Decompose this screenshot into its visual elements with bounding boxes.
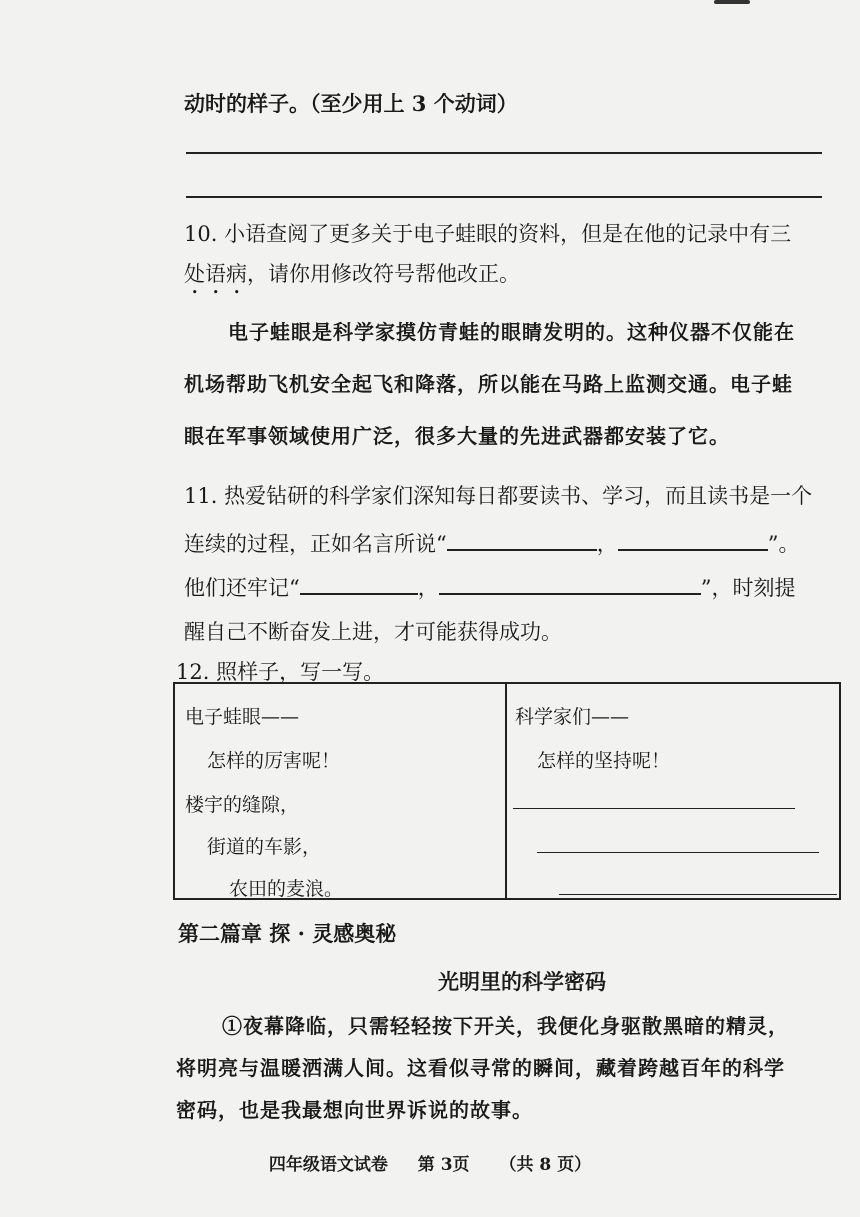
q11-line2-prefix: 连续的过程，正如名言所说“ bbox=[184, 532, 447, 556]
footer-subject: 四年级语文试卷 bbox=[268, 1155, 388, 1175]
q12-left-line4: 街道的车影， bbox=[207, 836, 322, 858]
answer-line-1 bbox=[186, 152, 822, 154]
q10-line2 bbox=[184, 258, 520, 299]
q12-answer-line-3[interactable] bbox=[559, 894, 837, 895]
q12-left-line5: 农田的麦浪。 bbox=[229, 878, 344, 900]
q11-comma-2: ， bbox=[417, 576, 439, 600]
q11-line3-prefix: 他们还牢记“ bbox=[184, 576, 300, 600]
q11-line3 bbox=[184, 572, 796, 602]
q12-answer-line-1[interactable] bbox=[513, 808, 795, 809]
q11-blank-3[interactable] bbox=[300, 573, 418, 595]
q10-line2-rest: ，请你用修改符号帮他改正。 bbox=[247, 262, 520, 286]
q10-passage-line3: 眼在军事领域使用广泛，很多大量的先进武器都安装了它。 bbox=[184, 424, 730, 448]
q12-left-line2: 怎样的厉害呢！ bbox=[207, 750, 341, 772]
page-footer bbox=[0, 1150, 860, 1175]
footer-total: （共 8 页） bbox=[499, 1155, 592, 1175]
q11-blank-2[interactable] bbox=[618, 529, 768, 551]
answer-line-2 bbox=[186, 196, 822, 198]
q11-line2-suffix: ”。 bbox=[767, 532, 800, 556]
scan-mark bbox=[714, 0, 750, 4]
q11-blank-1[interactable] bbox=[447, 529, 597, 551]
q11-blank-4[interactable] bbox=[439, 573, 701, 595]
q9-tail-text: 动时的样子。（至少用上 3 个动词） bbox=[184, 91, 518, 116]
article-title: 光明里的科学密码 bbox=[438, 969, 606, 994]
q11-line4: 醒自己不断奋发上进，才可能获得成功。 bbox=[184, 620, 562, 644]
article-line3: 密码，也是我最想向世界诉说的故事。 bbox=[176, 1098, 533, 1122]
footer-page: 第 3页 bbox=[417, 1155, 470, 1175]
q12-answer-line-2[interactable] bbox=[537, 852, 819, 853]
q10-marked-text: 处语病 bbox=[184, 262, 247, 286]
q12-right-line2: 怎样的坚持呢！ bbox=[537, 750, 671, 772]
q10-line1: 10. 小语查阅了更多关于电子蛙眼的资料，但是在他的记录中有三 bbox=[184, 222, 792, 246]
q10-passage-line2: 机场帮助飞机安全起飞和降落，所以能在马路上监测交通。电子蛙 bbox=[184, 372, 793, 396]
q10-passage-line1: 电子蛙眼是科学家摸仿青蛙的眼睛发明的。这种仪器不仅能在 bbox=[228, 320, 795, 344]
article-line1: ①夜幕降临，只需轻轻按下开关，我便化身驱散黑暗的精灵， bbox=[222, 1014, 789, 1038]
q11-line2 bbox=[184, 528, 800, 558]
q11-line1: 11. 热爱钻研的科学家们深知每日都要读书、学习，而且读书是一个 bbox=[184, 484, 813, 508]
q12-title: 12. 照样子，写一写。 bbox=[176, 660, 385, 684]
q11-comma-1: ， bbox=[596, 532, 618, 556]
q12-right-line1: 科学家们—— bbox=[515, 706, 630, 728]
article-line2: 将明亮与温暖洒满人间。这看似寻常的瞬间，藏着跨越百年的科学 bbox=[176, 1056, 785, 1080]
q12-left-line3: 楼宇的缝隙， bbox=[185, 794, 300, 816]
q12-table bbox=[173, 682, 841, 900]
q12-left-line1: 电子蛙眼—— bbox=[185, 706, 300, 728]
chapter-heading: 第二篇章 探 · 灵感奥秘 bbox=[178, 921, 397, 946]
q12-table-divider bbox=[505, 684, 507, 898]
q11-line3-suffix: ”，时刻提 bbox=[700, 576, 796, 600]
